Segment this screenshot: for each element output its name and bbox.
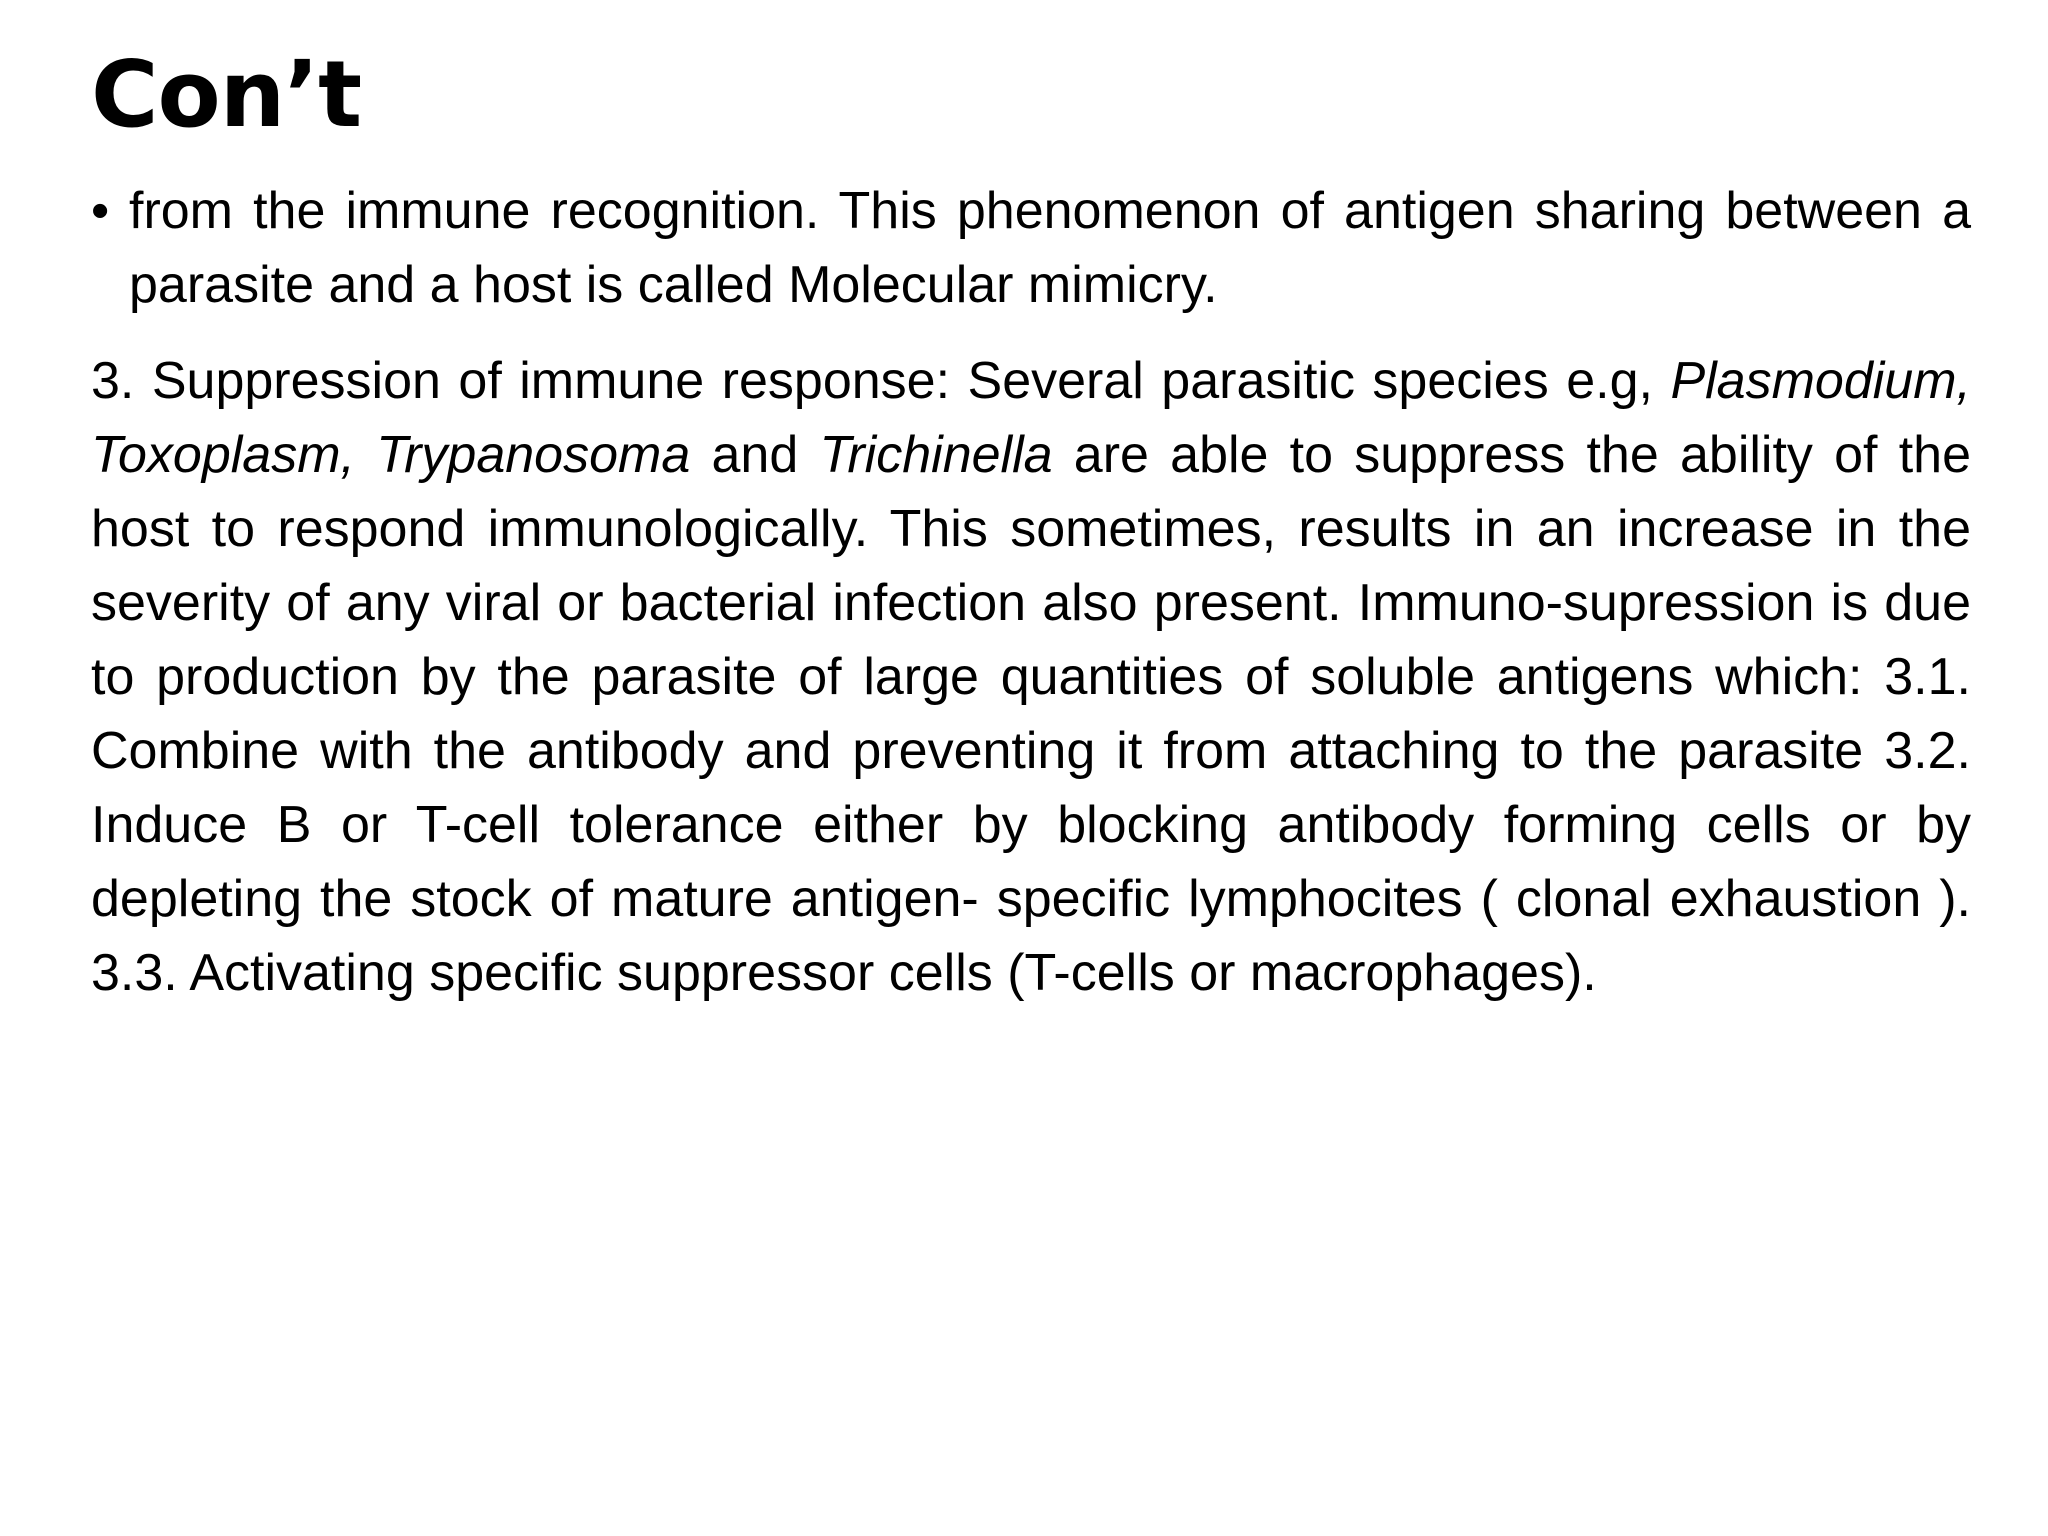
bullet-text: from the immune recognition. This phenomenon of antigen sharing between a parasite and a host is called Molecular mimicry.	[129, 182, 1971, 314]
paragraph-rest: are able to suppress the ability of the host to respond immunologically. This sometimes, results in an increase in the severity of any viral or bacterial infection also present. Immuno-supression is due to production by the parasite of large quantities of soluble antigens which: 3.1. Combine with the antibody and preventing it from attaching to the parasite 3.2. Induce B or T-cell tolerance either by blocking antibody forming cells or by depleting the stock of mature antigen- specific lymphocites ( clonal exhaustion ). 3.3. Activating specific suppressor cells (T-cells or macrophages).	[91, 426, 1971, 1002]
slide-content	[91, 174, 1971, 1010]
bullet-item	[91, 174, 1971, 322]
paragraph-lead: 3. Suppression of immune response: Several parasitic species e.g,	[91, 352, 1671, 410]
paragraph-connector: and	[690, 426, 820, 484]
slide-title: Con’t	[91, 41, 362, 148]
species-name-trichinella: Trichinella	[819, 426, 1053, 484]
bullet-marker: •	[91, 182, 110, 240]
species-names-italic: Plasmodium, Toxoplasm, Trypanosoma	[91, 352, 1971, 484]
body-paragraph	[91, 344, 1971, 1010]
